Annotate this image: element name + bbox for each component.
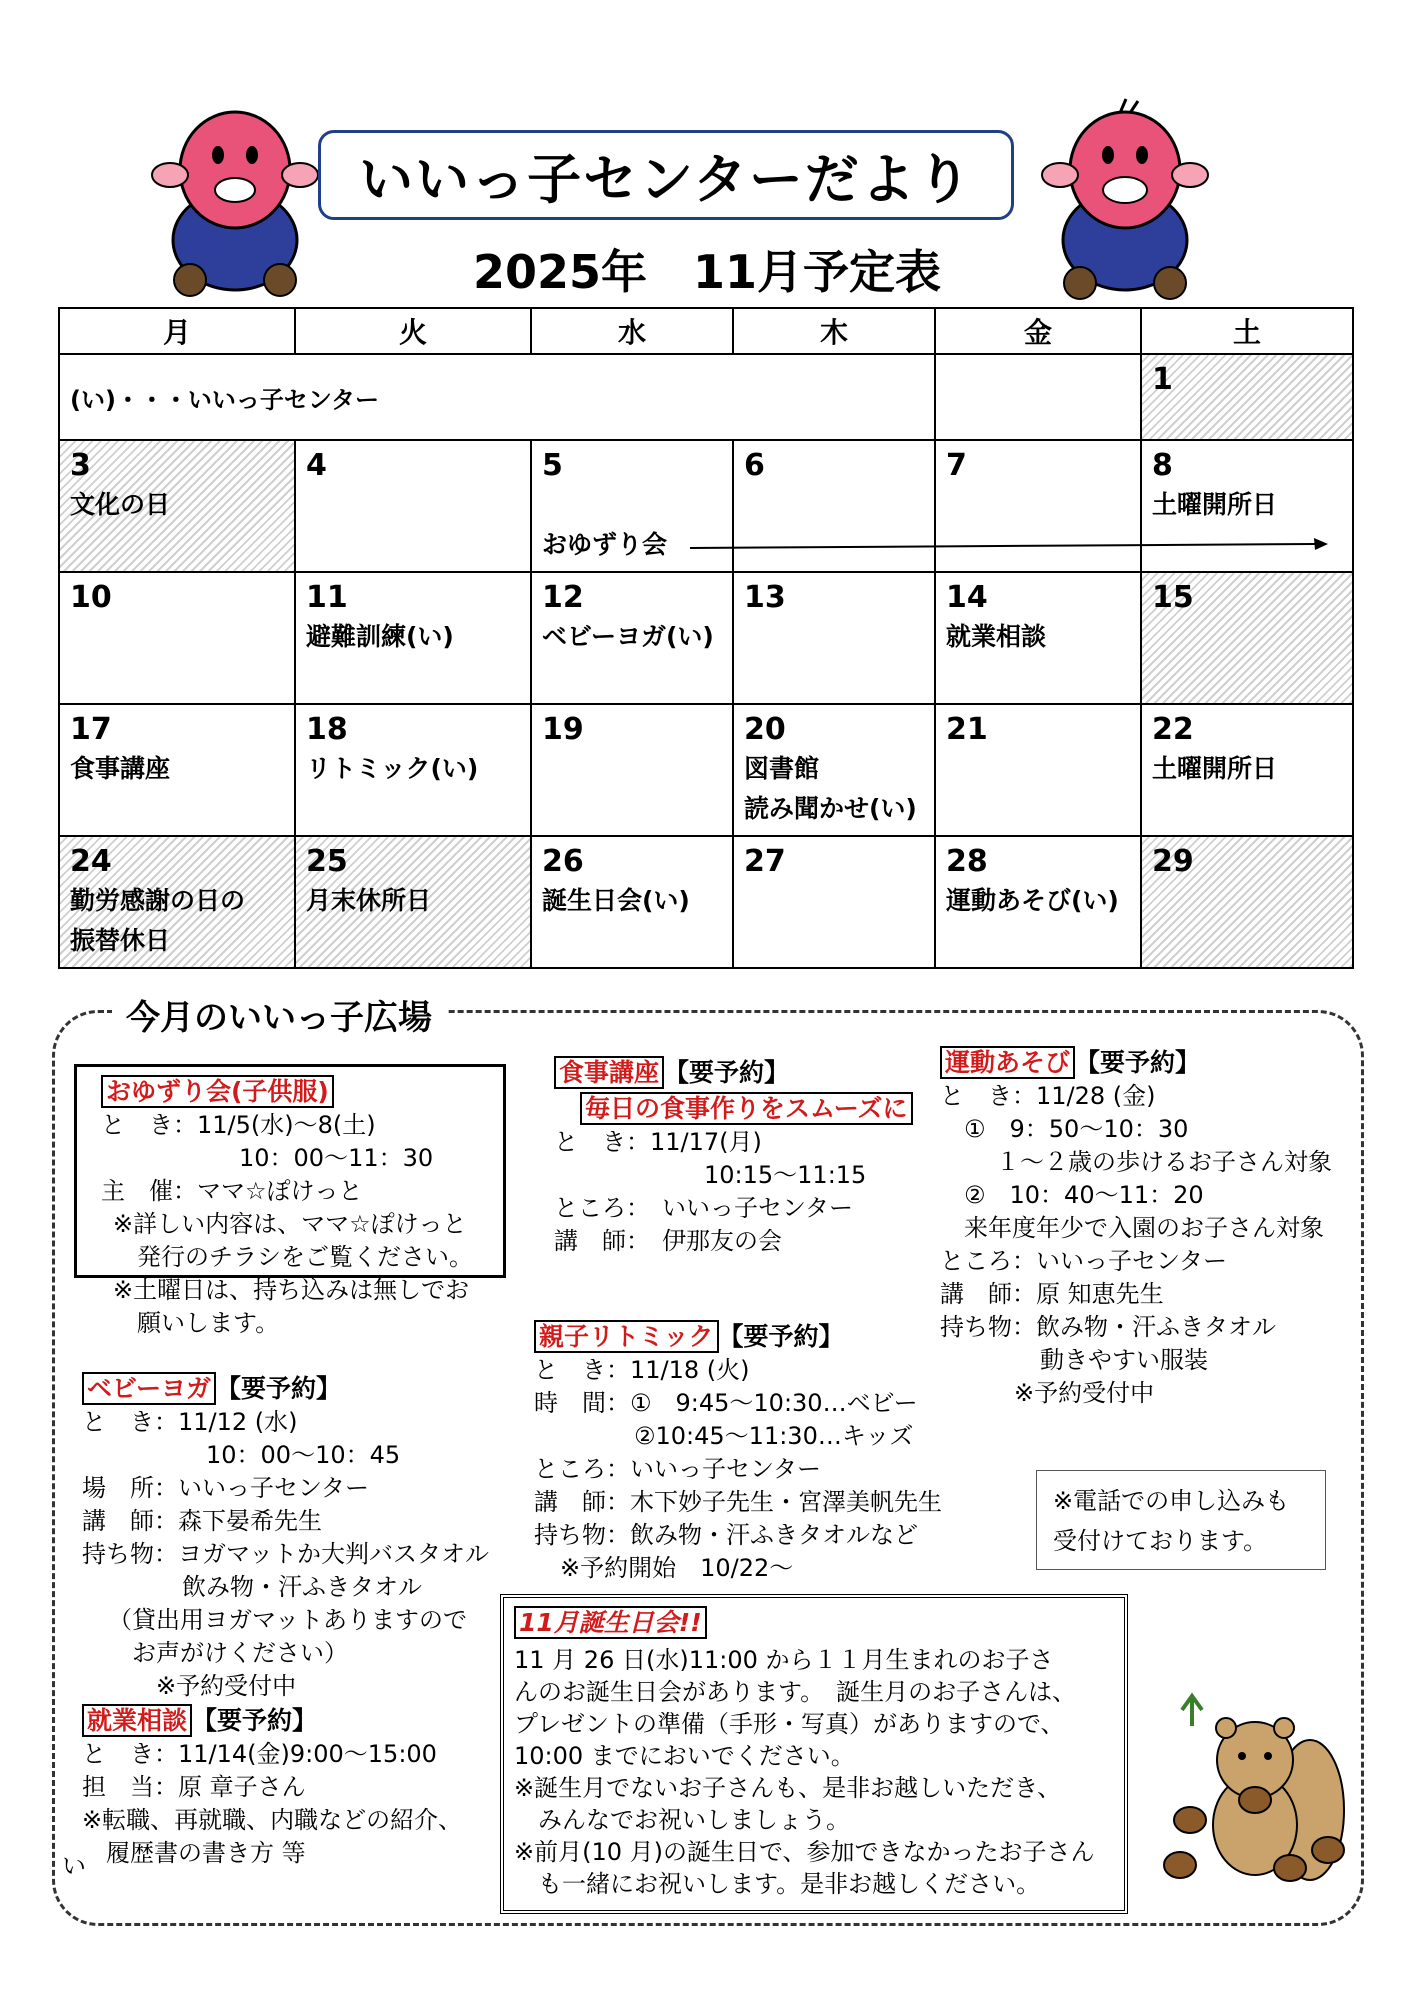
rhythmic-line: ※予約開始 10/22～: [560, 1554, 794, 1582]
weekday-header: 土: [1141, 308, 1353, 354]
day-number: 20: [744, 712, 786, 747]
calendar-event: 読み聞かせ(い): [744, 794, 917, 823]
squirrel-illustration: [1160, 1690, 1350, 1890]
calendar-event: 振替休日: [70, 926, 171, 955]
day-number: 27: [744, 844, 786, 879]
calendar-day-cell: [59, 836, 295, 968]
birthday-line: 11 月 26 日(水)11:00 から１１月生まれのお子さ: [514, 1646, 1054, 1674]
shokuji-heading: 食事講座: [554, 1056, 664, 1089]
shugyo-block: [82, 1704, 502, 1870]
shokuji-line: ところ： いいっ子センター: [554, 1194, 854, 1222]
calendar-day-cell: [733, 704, 935, 836]
calendar-day-cell: [295, 836, 531, 968]
stray-character: い: [62, 1852, 86, 1880]
birthday-line: みんなでお祝いしましょう。: [538, 1806, 850, 1834]
shokuji-line: 10:15～11:15: [704, 1161, 867, 1189]
babyyoga-line: 10：00～10：45: [206, 1441, 401, 1469]
oyuzuri-line: 10：00～11：30: [239, 1144, 434, 1172]
undo-line: 持ち物：飲み物・汗ふきタオル: [940, 1313, 1276, 1341]
oyuzuri-line: 願いします。: [137, 1309, 280, 1337]
oyuzuri-line: 主 催：ママ☆ぽけっと: [101, 1177, 363, 1205]
shokuji-line: 講 師： 伊那友の会: [554, 1227, 782, 1255]
shokuji-block: [554, 1056, 934, 1258]
calendar-event: 図書館: [744, 754, 820, 783]
shokuji-suffix: 【要予約】: [664, 1058, 790, 1087]
oyuzuri-heading: おゆずり会(子供服): [101, 1075, 334, 1108]
birthday-heading: 11月誕生日会!!: [514, 1606, 707, 1639]
calendar-day-cell: [935, 836, 1141, 968]
birthday-line: プレゼントの準備（手形・写真）がありますので、: [514, 1710, 1065, 1738]
day-number: 12: [542, 580, 584, 615]
calendar-day-cell: [531, 836, 733, 968]
day-number: 24: [70, 844, 112, 879]
calendar-day-cell: [935, 704, 1141, 836]
shugyo-heading: 就業相談: [82, 1704, 192, 1737]
babyyoga-line: 飲み物・汗ふきタオル: [182, 1573, 422, 1601]
day-number: 19: [542, 712, 584, 747]
birthday-line: 10:00 までにおいでください。: [514, 1742, 855, 1770]
babyyoga-heading: ベビーヨガ: [82, 1372, 216, 1405]
undo-line: ① 9：50～10：30: [964, 1115, 1189, 1143]
undo-line: １～２歳の歩けるお子さん対象: [996, 1148, 1332, 1176]
day-number: 29: [1152, 844, 1194, 879]
rhythmic-line: と き：11/18 (火): [534, 1356, 750, 1384]
oyuzuri-line: 発行のチラシをご覧ください。: [137, 1243, 473, 1271]
rhythmic-heading: 親子リトミック: [534, 1320, 719, 1353]
shugyo-suffix: 【要予約】: [192, 1706, 318, 1735]
calendar-legend: (い)・・・いいっ子センター: [70, 385, 379, 414]
calendar-day-cell: [935, 354, 1141, 440]
calendar-event: 文化の日: [70, 490, 171, 519]
day-number: 21: [946, 712, 988, 747]
rhythmic-line: 講 師：木下妙子先生・宮澤美帆先生: [534, 1488, 942, 1516]
day-number: 7: [946, 448, 967, 483]
oyuzuri-box: [74, 1064, 506, 1337]
day-number: 28: [946, 844, 988, 879]
day-number: 26: [542, 844, 584, 879]
calendar-event: 誕生日会(い): [542, 886, 690, 915]
babyyoga-line: 持ち物：ヨガマットか大判バスタオル: [82, 1540, 490, 1568]
birthday-line: ※前月(10 月)の誕生日で、参加できなかったお子さん: [514, 1838, 1095, 1866]
newsletter-title-box: [318, 130, 1014, 220]
babyyoga-suffix: 【要予約】: [216, 1374, 342, 1403]
calendar-day-cell: [59, 572, 295, 704]
oyuzuri-line: ※土曜日は、持ち込みは無しでお: [113, 1276, 470, 1304]
shugyo-line: 履歴書の書き方 等: [106, 1839, 306, 1867]
calendar-day-cell: [59, 704, 295, 836]
calendar-event: リトミック(い): [306, 754, 479, 783]
shugyo-line: 担 当：原 章子さん: [82, 1773, 306, 1801]
calendar-event: [542, 485, 722, 525]
undo-line: 来年度年少で入園のお子さん対象: [964, 1214, 1324, 1242]
babyyoga-line: 講 師：森下晏希先生: [82, 1507, 322, 1535]
undo-suffix: 【要予約】: [1075, 1048, 1201, 1077]
calendar-event: 運動あそび(い): [946, 886, 1119, 915]
day-number: 10: [70, 580, 112, 615]
birthday-line: んのお誕生日会があります。 誕生月のお子さんは、: [514, 1678, 1077, 1706]
day-number: 11: [306, 580, 348, 615]
undo-line: ② 10：40～11：20: [964, 1181, 1204, 1209]
babyyoga-line: ※予約受付中: [156, 1672, 297, 1700]
day-number: 15: [1152, 580, 1194, 615]
calendar-week-row: [59, 572, 1353, 704]
shugyo-line: と き：11/14(金)9:00～15:00: [82, 1740, 437, 1768]
birthday-line: も一緒にお祝いします。是非お越しください。: [538, 1870, 1041, 1898]
undo-heading: 運動あそび: [940, 1046, 1075, 1079]
day-number: 3: [70, 448, 91, 483]
calendar-event: ベビーヨガ(い): [542, 622, 714, 651]
weekday-header: 水: [531, 308, 733, 354]
day-number: 6: [744, 448, 765, 483]
rhythmic-block: [534, 1320, 954, 1585]
calendar-day-cell: [59, 440, 295, 572]
undo-block: [940, 1046, 1340, 1410]
phone-note-line: 受付けております。: [1053, 1527, 1268, 1555]
babyyoga-line: と き：11/12 (水): [82, 1408, 298, 1436]
calendar-week-row: [59, 354, 1353, 440]
day-number: 18: [306, 712, 348, 747]
day-number: 13: [744, 580, 786, 615]
day-number: 1: [1152, 362, 1173, 397]
calendar-event: 就業相談: [946, 622, 1047, 651]
plaza-title: 今月のいいっ子広場: [112, 990, 446, 1039]
calendar-day-cell: [733, 836, 935, 968]
weekday-header: 木: [733, 308, 935, 354]
calendar-event: 土曜開所日: [1152, 490, 1278, 519]
calendar-day-cell: [1141, 354, 1353, 440]
babyyoga-line: 場 所：いいっ子センター: [82, 1474, 370, 1502]
calendar-legend-cell: [59, 354, 935, 440]
birthday-box: [500, 1594, 1128, 1914]
day-number: 25: [306, 844, 348, 879]
day-number: 4: [306, 448, 327, 483]
calendar-event: 月末休所日: [306, 886, 432, 915]
day-number: 5: [542, 448, 563, 483]
weekday-header: 金: [935, 308, 1141, 354]
calendar-event: 勤労感謝の日の: [70, 886, 246, 915]
undo-line: 動きやすい服装: [1040, 1346, 1208, 1374]
schedule-subtitle: 2025年 11月予定表: [472, 245, 942, 299]
day-number: 22: [1152, 712, 1194, 747]
phone-note-line: ※電話での申し込みも: [1053, 1487, 1290, 1515]
calendar-day-cell: [733, 572, 935, 704]
calendar-event: 避難訓練(い): [306, 622, 454, 651]
event-span-arrow: [690, 538, 1330, 558]
day-number: 17: [70, 712, 112, 747]
undo-line: ※予約受付中: [1014, 1379, 1155, 1407]
calendar-day-cell: [1141, 572, 1353, 704]
calendar-event: 食事講座: [70, 754, 171, 783]
undo-line: ところ：いいっ子センター: [940, 1247, 1228, 1275]
calendar-day-cell: [935, 572, 1141, 704]
shugyo-line: ※転職、再就職、内職などの紹介、: [82, 1806, 463, 1834]
calendar-day-cell: [295, 572, 531, 704]
calendar-day-cell: [295, 440, 531, 572]
rhythmic-line: 時 間：① 9:45～10:30…ベビー: [534, 1389, 918, 1417]
calendar-event: おゆずり会: [542, 530, 668, 559]
phone-note-box: [1036, 1470, 1326, 1570]
newsletter-title: いいっ子センターだより: [359, 147, 973, 211]
rhythmic-line: ところ：いいっ子センター: [534, 1455, 822, 1483]
undo-line: 講 師：原 知恵先生: [940, 1280, 1164, 1308]
calendar-event: 土曜開所日: [1152, 754, 1278, 783]
calendar-day-cell: [531, 704, 733, 836]
weekday-header: 火: [295, 308, 531, 354]
calendar-week-row: [59, 704, 1353, 836]
rhythmic-line: 持ち物：飲み物・汗ふきタオルなど: [534, 1521, 918, 1549]
calendar-day-cell: [531, 572, 733, 704]
oyuzuri-line: と き：11/5(水)～8(土): [101, 1111, 376, 1139]
rhythmic-suffix: 【要予約】: [718, 1322, 844, 1351]
calendar-day-cell: [295, 704, 531, 836]
shokuji-tagline: 毎日の食事作りをスムーズに: [580, 1092, 913, 1125]
calendar-week-row: [59, 836, 1353, 968]
rhythmic-line: ②10:45～11:30…キッズ: [634, 1422, 914, 1450]
day-number: 14: [946, 580, 988, 615]
calendar-day-cell: [1141, 704, 1353, 836]
birthday-line: ※誕生月でないお子さんも、是非お越しいただき、: [514, 1774, 1062, 1802]
babyyoga-line: （貸出用ヨガマットありますので: [108, 1606, 468, 1634]
calendar-day-cell: [1141, 836, 1353, 968]
babyyoga-line: お声がけください）: [132, 1639, 348, 1667]
weekday-header: 月: [59, 308, 295, 354]
day-number: 8: [1152, 448, 1173, 483]
oyuzuri-line: ※詳しい内容は、ママ☆ぽけっと: [113, 1210, 467, 1238]
babyyoga-block: [82, 1372, 502, 1703]
shokuji-line: と き：11/17(月): [554, 1128, 762, 1156]
undo-line: と き：11/28 (金): [940, 1082, 1156, 1110]
calendar-table: [58, 307, 1354, 969]
